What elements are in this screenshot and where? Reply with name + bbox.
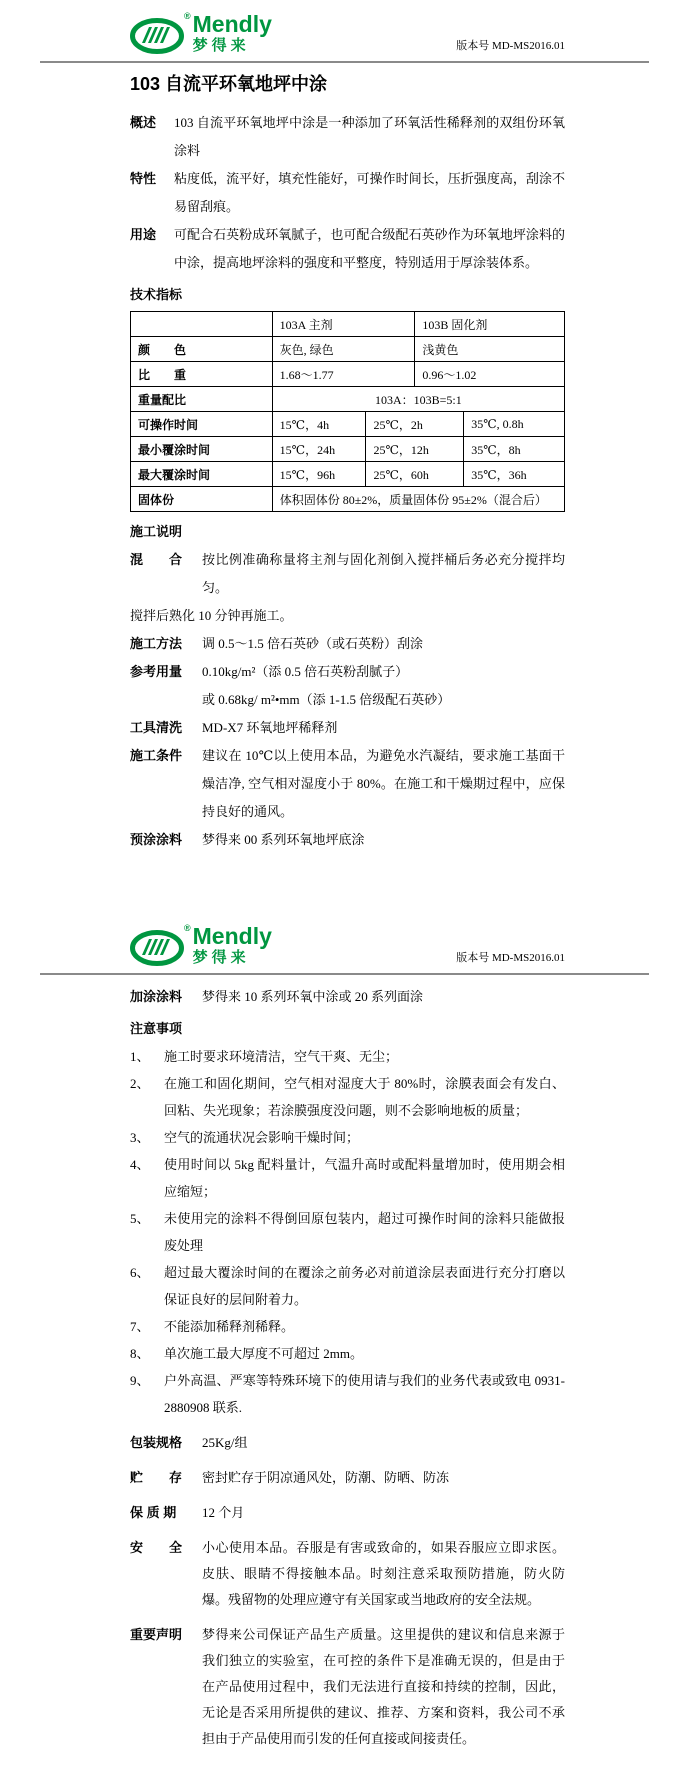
table-row-solids: [130, 486, 564, 511]
construction-heading: 施工说明: [130, 524, 183, 539]
precoat-label: 预涂涂料: [130, 832, 183, 847]
brand-name-en: Mendly: [192, 11, 272, 37]
ratio-label: 重量配比: [130, 386, 272, 411]
note-item-1: [130, 1043, 565, 1070]
method-label: 施工方法: [130, 636, 183, 651]
statement-text: 梦得来公司保证产品生产质量。这里提供的建议和信息来源于我们独立的实验室，在可控的条件下是准确无误的，但是由于在产品使用过程中，我们无法进行直接和持续的控制，因此，无论是否采用所提供的建议、推荐、方案和资料，我公司不承担由于产品使用而引发的任何直接或间接责任。: [202, 1627, 565, 1746]
safety-label: 安 全: [130, 1540, 183, 1555]
method-text: 调 0.5～1.5 倍石英砂（或石英粉）刮涂: [202, 636, 424, 651]
pot-life-label: 可操作时间: [130, 411, 272, 436]
dosage-line1: 0.10kg/m²（添 0.5 倍石英粉刮腻子）: [202, 664, 409, 679]
precoat-row: [130, 826, 565, 854]
component-a-header: 103A 主剂: [272, 311, 415, 336]
pot-life-25c: 25℃，2h: [365, 411, 463, 436]
solids-value: 体积固体份 80±2%，质量固体份 95±2%（混合后）: [272, 486, 564, 511]
note-number: 1、: [130, 1049, 150, 1064]
registered-mark: ®: [184, 11, 191, 21]
brand-wordmark: [193, 925, 272, 965]
dosage-label: 参考用量: [130, 664, 183, 679]
note-text: 不能添加稀释剂稀释。: [164, 1319, 295, 1334]
mendly-logo-icon: [130, 13, 188, 55]
storage-row: [130, 1465, 565, 1491]
packing-row: [130, 1430, 565, 1456]
min-recoat-15c: 15℃，24h: [272, 436, 366, 461]
mixing-row: [130, 546, 565, 602]
mendly-logo-icon: [130, 925, 188, 967]
dosage-line2: 或 0.68kg/ m²•mm（添 1-1.5 倍级配石英砂）: [202, 692, 451, 707]
note-text: 使用时间以 5kg 配料量计，气温升高时或配料量增加时，使用期会相应缩短；: [164, 1157, 565, 1199]
method-row: [130, 630, 565, 658]
notes-heading: 注意事项: [130, 1021, 183, 1036]
brand-name-cn: 梦得来: [192, 37, 250, 54]
note-text: 超过最大覆涂时间的在覆涂之前务必对前道涂层表面进行充分打磨以保证良好的层间附着力。: [164, 1265, 565, 1307]
version-label: 版本号 MD-MS2016.01: [456, 952, 565, 964]
max-recoat-25c: 25℃，60h: [365, 461, 463, 486]
cleaning-label: 工具清洗: [130, 720, 183, 735]
note-number: 6、: [130, 1265, 150, 1280]
statement-label: 重要声明: [130, 1627, 183, 1642]
statement-row: [130, 1622, 565, 1752]
brand-wordmark: [193, 13, 272, 53]
note-number: 9、: [130, 1373, 150, 1388]
note-item-5: [130, 1205, 565, 1259]
note-item-2: [130, 1070, 565, 1124]
note-text: 单次施工最大厚度不可超过 2mm。: [164, 1346, 363, 1361]
usage-row: [130, 221, 565, 277]
table-row-ratio: [130, 386, 564, 411]
note-text: 空气的流通状况会影响干燥时间；: [164, 1130, 360, 1145]
overview-row: [130, 109, 565, 165]
mixing-text: 按比例准确称量将主剂与固化剂倒入搅拌桶后务必充分搅拌均匀。: [202, 552, 565, 595]
tech-specs-heading: 技术指标: [130, 287, 183, 302]
usage-label: 用途: [130, 227, 157, 242]
table-row-header: [130, 311, 564, 336]
conditions-text: 建议在 10℃以上使用本品，为避免水汽凝结，要求施工基面干燥洁净, 空气相对湿度小于 80%。在施工和干燥期过程中，应保持良好的通风。: [202, 748, 565, 819]
min-recoat-25c: 25℃，12h: [365, 436, 463, 461]
note-text: 未使用完的涂料不得倒回原包装内，超过可操作时间的涂料只能做报废处理: [164, 1211, 565, 1253]
product-title: 103 自流平环氧地坪中涂: [130, 74, 328, 94]
overview-text: 103 自流平环氧地坪中涂是一种添加了环氧活性稀释剂的双组份环氧涂料: [174, 115, 565, 158]
note-number: 4、: [130, 1157, 150, 1172]
usage-text: 可配合石英粉成环氧腻子，也可配合级配石英砂作为环氧地坪涂料的中涂，提高地坪涂料的强度和平整度，特别适用于厚涂装体系。: [174, 227, 565, 270]
pot-life-35c: 35℃, 0.8h: [463, 411, 564, 436]
note-item-3: [130, 1124, 565, 1151]
gravity-a: 1.68～1.77: [272, 361, 415, 386]
note-text: 施工时要求环境清洁，空气干爽、无尘；: [164, 1049, 399, 1064]
note-text: 户外高温、严寒等特殊环境下的使用请与我们的业务代表或致电 0931-2880908 联系.: [164, 1373, 565, 1415]
solids-label: 固体份: [130, 486, 272, 511]
bottom-margin: [130, 1752, 565, 1766]
min-recoat-35c: 35℃，8h: [463, 436, 564, 461]
pot-life-15c: 15℃，4h: [272, 411, 366, 436]
storage-text: 密封贮存于阴凉通风处，防潮、防晒、防冻: [202, 1470, 450, 1485]
page1-header: [0, 0, 687, 59]
conditions-row: [130, 742, 565, 826]
max-recoat-15c: 15℃，96h: [272, 461, 366, 486]
note-text: 在施工和固化期间，空气相对湿度大于 80%时，涂膜表面会有发白、回粘、失光现象；若涂膜强度没问题，则不会影响地板的质量；: [164, 1076, 565, 1118]
brand-logo: [130, 925, 272, 967]
mixing-text-line2: 搅拌后熟化 10 分钟再施工。: [130, 608, 293, 623]
tech-specs-table: [130, 311, 565, 512]
max-recoat-label: 最大覆涂时间: [130, 461, 272, 486]
topcoat-label: 加涂涂料: [130, 989, 183, 1004]
shelf-life-row: [130, 1500, 565, 1526]
min-recoat-label: 最小覆涂时间: [130, 436, 272, 461]
note-number: 5、: [130, 1211, 150, 1226]
color-b: 浅黄色: [414, 336, 564, 361]
note-item-4: [130, 1151, 565, 1205]
shelf-life-label: 保 质 期: [130, 1505, 177, 1520]
safety-text: 小心使用本品。吞服是有害或致命的，如果吞服应立即求医。皮肤、眼睛不得接触本品。时刻注意采取预防措施，防火防爆。残留物的处理应遵守有关国家或当地政府的安全法规。: [202, 1540, 565, 1607]
color-a: 灰色, 绿色: [272, 336, 415, 361]
cleaning-row: [130, 714, 565, 742]
page-2: [0, 912, 687, 1766]
brand-logo: [130, 13, 272, 55]
features-text: 粘度低，流平好，填充性能好，可操作时间长，压折强度高，刮涂不易留刮痕。: [174, 171, 565, 214]
tech-table-corner-cell: [130, 311, 272, 336]
topcoat-row: [130, 983, 565, 1011]
note-item-7: [130, 1313, 565, 1340]
header-divider: [40, 61, 649, 63]
table-row-color: [130, 336, 564, 361]
note-item-6: [130, 1259, 565, 1313]
max-recoat-35c: 35℃，36h: [463, 461, 564, 486]
version-label: 版本号 MD-MS2016.01: [456, 40, 565, 52]
gravity-b: 0.96～1.02: [414, 361, 564, 386]
precoat-text: 梦得来 00 系列环氧地坪底涂: [202, 832, 365, 847]
brand-name-en: Mendly: [192, 923, 272, 949]
features-row: [130, 165, 565, 221]
storage-label: 贮 存: [130, 1470, 183, 1485]
page-1: [0, 0, 687, 854]
safety-row: [130, 1535, 565, 1613]
conditions-label: 施工条件: [130, 748, 183, 763]
ratio-value: 103A：103B=5:1: [272, 386, 564, 411]
shelf-life-text: 12 个月: [202, 1505, 245, 1520]
note-number: 8、: [130, 1346, 150, 1361]
note-item-9: [130, 1367, 565, 1421]
note-number: 3、: [130, 1130, 150, 1145]
packing-text: 25Kg/组: [202, 1435, 248, 1450]
cleaning-text: MD-X7 环氧地坪稀释剂: [202, 720, 338, 735]
overview-label: 概述: [130, 115, 157, 130]
table-row-pot-life: [130, 411, 564, 436]
mixing-label: 混 合: [130, 552, 183, 567]
page2-content: [130, 975, 565, 1766]
packing-label: 包装规格: [130, 1435, 183, 1450]
table-row-gravity: [130, 361, 564, 386]
brand-name-cn: 梦得来: [192, 949, 250, 966]
page-break: [0, 854, 687, 912]
page2-header: [0, 912, 687, 971]
table-row-max-recoat: [130, 461, 564, 486]
color-label: 颜 色: [130, 336, 272, 361]
dosage-row: [130, 658, 565, 686]
note-number: 2、: [130, 1076, 150, 1091]
table-row-min-recoat: [130, 436, 564, 461]
note-number: 7、: [130, 1319, 150, 1334]
registered-mark: ®: [184, 923, 191, 933]
note-item-8: [130, 1340, 565, 1367]
features-label: 特性: [130, 171, 157, 186]
page1-content: [130, 70, 565, 854]
topcoat-text: 梦得来 10 系列环氧中涂或 20 系列面涂: [202, 989, 424, 1004]
gravity-label: 比 重: [130, 361, 272, 386]
component-b-header: 103B 固化剂: [414, 311, 564, 336]
